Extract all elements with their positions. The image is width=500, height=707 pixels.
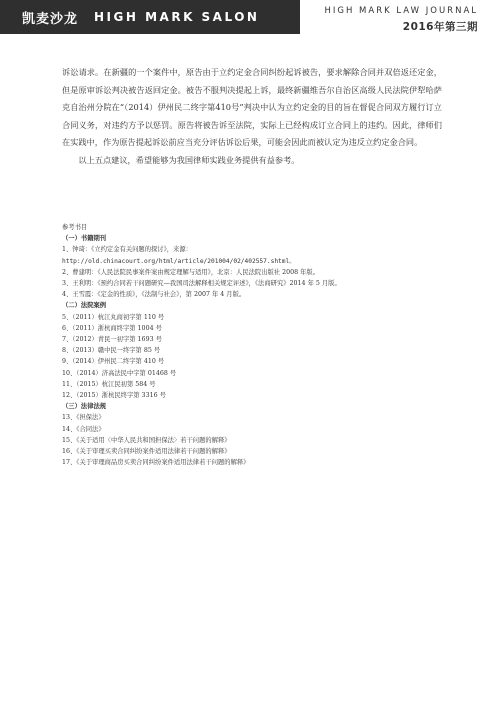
salon-name-cn: 凯麦沙龙 (22, 11, 79, 27)
journal-issue: 2016年第三期 (402, 21, 478, 33)
reference-item: 3、王利明：《预约合同若干问题研究—我国司法解释相关规定评述》，《法商研究》2014 年 5 月版。 (62, 280, 341, 288)
references-title: 参考书目 (62, 224, 88, 231)
reference-item: 4、王雪霞：《定金的性质》，《法制与社会》，第 2007 年 4 月版。 (62, 291, 246, 299)
reference-item: 7、（2012）青民一初字第 1693 号 (62, 336, 162, 344)
article-body (62, 64, 442, 169)
reference-item: 10、（2014）济高法民中字第 01468 号 (62, 369, 177, 377)
references (62, 222, 442, 468)
body-paragraph: 诉讼请求。在新疆的一个案件中，原告由于立约定金合同纠纷起诉被告，要求解除合同并双倍返还定金，但是原审诉讼判决被告返回定金。被告不服判决提起上诉，最终新疆维吾尔自治区高级人民法院伊犁哈萨克自治州分院在“（2014）伊州民二终字第410号”判决中认为立约定金的目的旨在督促合同双方履行订立合同义务，对违约方予以惩罚。原告将被告诉至法院，实际上已经构成订立合同上的违约。因此，律师们在实践中，作为原告提起诉讼前应当充分评估诉讼后果，可能会因此而被认定为违反立约定金合同。 (62, 67, 442, 147)
reference-item: 5、（2011）杭江丸商初字第 110 号 (62, 313, 165, 321)
reference-section-heading: （三）法律法规 (62, 403, 107, 411)
reference-item: 12、（2015）浙杭民终字第 3316 号 (62, 392, 166, 400)
reference-item: 16、《关于审理买卖合同纠纷案件适用法律若干问题的解释》 (62, 448, 231, 456)
reference-section-heading: （一）书籍期刊 (62, 235, 107, 243)
reference-item: 8、（2013）赣中民一终字第 85 号 (62, 347, 161, 355)
reference-section-heading: （二）法院案例 (62, 302, 107, 310)
reference-item: 17、《关于审理商品房买卖合同纠纷案件适用法律若干问题的解释》 (62, 459, 250, 467)
reference-url: http://old.chinacourt.org/html/article/201004/02/402557.shtml。 (62, 257, 296, 265)
salon-name-en: HIGH MARK SALON (94, 10, 260, 24)
reference-item: 2、曹建明：《人民法院民事案件案由规定理解与适用》，北京：人民法院出版社 2008 年版。 (62, 268, 320, 276)
body-paragraph: 以上五点建议，希望能够为我国律师实践业务提供有益参考。 (78, 154, 300, 165)
reference-item: 14、《合同法》 (62, 425, 105, 433)
reference-item: 1、钟琦：《立约定金有关问题的探讨》，来源： (62, 246, 192, 254)
journal-masthead (324, 6, 478, 34)
reference-item: 9、（2014）伊州民二终字第 410 号 (62, 358, 165, 366)
salon-banner (0, 0, 300, 34)
journal-title: HIGH MARK LAW JOURNAL (324, 6, 478, 16)
reference-item: 15、《关于适用〈中华人民共和国担保法〉若干问题的解释》 (62, 436, 231, 444)
reference-item: 13、《担保法》 (62, 414, 105, 422)
reference-item: 6、（2011）浙杭商终字第 1004 号 (62, 324, 162, 332)
reference-item: 11、（2015）杭江民初第 584 号 (62, 380, 156, 388)
